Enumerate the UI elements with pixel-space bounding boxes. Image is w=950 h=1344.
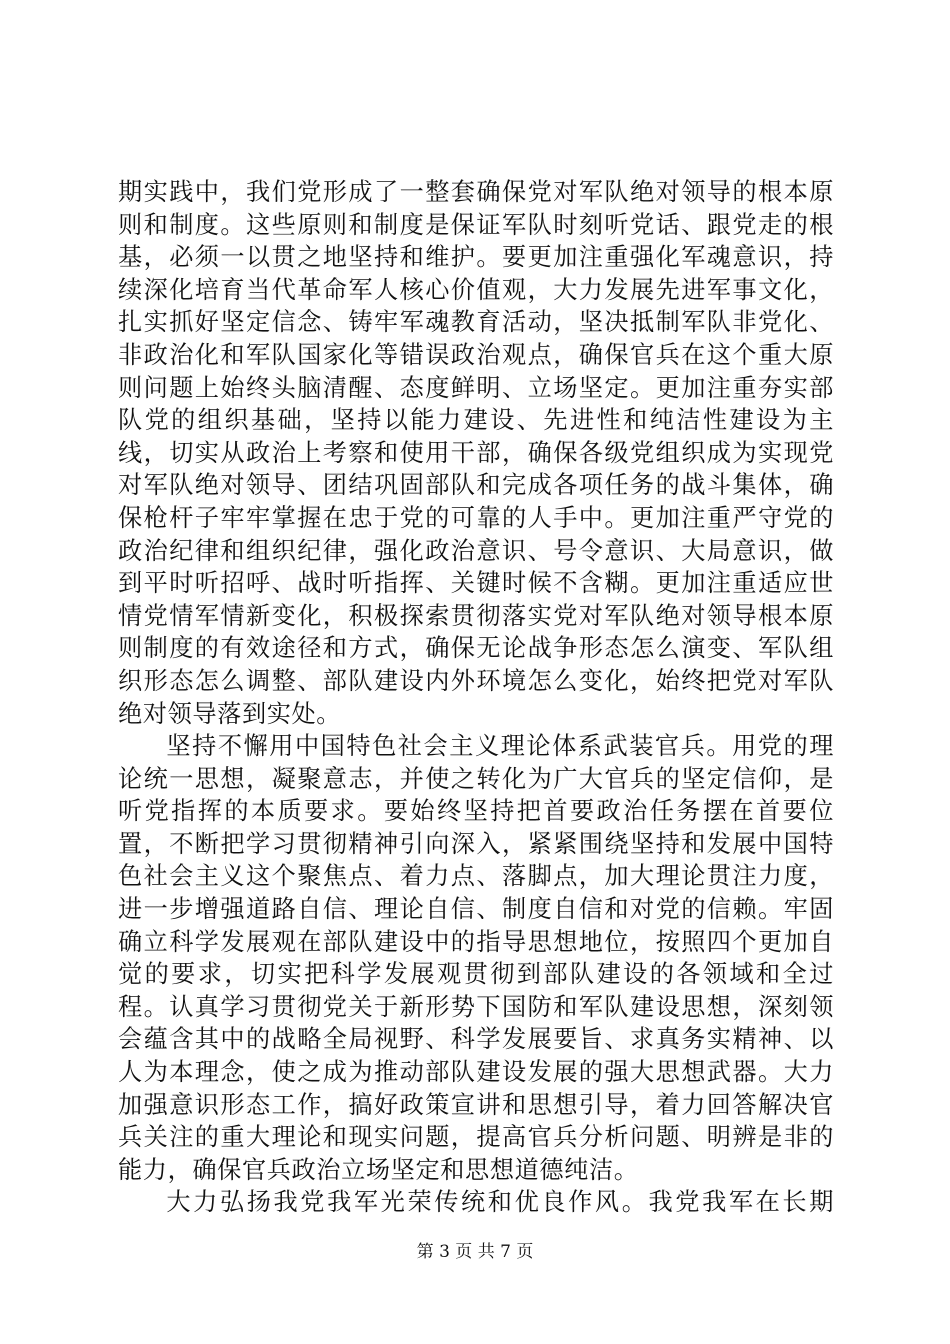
paragraph-3: 大力弘扬我党我军光荣传统和优良作风。我党我军在长期: [166, 1188, 834, 1217]
paragraph-1: 期实践中，我们党形成了一整套确保党对军队绝对领导的根本原则和制度。这些原则和制度是保证军队时刻听党话、跟党走的根基，必须一以贯之地坚持和维护。要更加注重强化军魂意识，持续深化培育当代革命军人核心价值观，大力发展先进军事文化，扎实抓好坚定信念、铸牢军魂教育活动，坚决抵制军队非党化、非政治化和军队国家化等错误政治观点，确保官兵在这个重大原则问题上始终头脑清醒、态度鲜明、立场坚定。更加注重夯实部队党的组织基础，坚持以能力建设、先进性和纯洁性建设为主线，切实从政治上考察和使用干部，确保各级党组织成为实现党对军队绝对领导、团结巩固部队和完成各项任务的战斗集体，确保枪杆子牢牢掌握在忠于党的可靠的人手中。更加注重严守党的政治纪律和组织纪律，强化政治意识、号令意识、大局意识，做到平时听招呼、战时听指挥、关键时候不含糊。更加注重适应世情党情军情新变化，积极探索贯彻落实党对军队绝对领导根本原则制度的有效途径和方式，确保无论战争形态怎么演变、军队组织形态怎么调整、部队建设内外环境怎么变化，始终把党对军队绝对领导落到实处。: [118, 178, 834, 728]
page-number-label: 第 3 页 共 7 页: [416, 1242, 534, 1262]
document-body: [118, 176, 834, 1219]
paragraph-2: 坚持不懈用中国特色社会主义理论体系武装官兵。用党的理论统一思想，凝聚意志，并使之转化为广大官兵的坚定信仰，是听党指挥的本质要求。要始终坚持把首要政治任务摆在首要位置，不断把学习贯彻精神引向深入，紧紧围绕坚持和发展中国特色社会主义这个聚焦点、着力点、落脚点，加大理论贯注力度，进一步增强道路自信、理论自信、制度自信和对党的信赖。牢固确立科学发展观在部队建设中的指导思想地位，按照四个更加自觉的要求，切实把科学发展观贯彻到部队建设的各领域和全过程。认真学习贯彻党关于新形势下国防和军队建设思想，深刻领会蕴含其中的战略全局视野、科学发展要旨、求真务实精神、以人为本理念，使之成为推动部队建设发展的强大思想武器。大力加强意识形态工作，搞好政策宣讲和思想引导，着力回答解决官兵关注的重大理论和现实问题，提高官兵分析问题、明辨是非的能力，确保官兵政治立场坚定和思想道德纯洁。: [118, 732, 834, 1184]
page-footer: [0, 1241, 950, 1263]
